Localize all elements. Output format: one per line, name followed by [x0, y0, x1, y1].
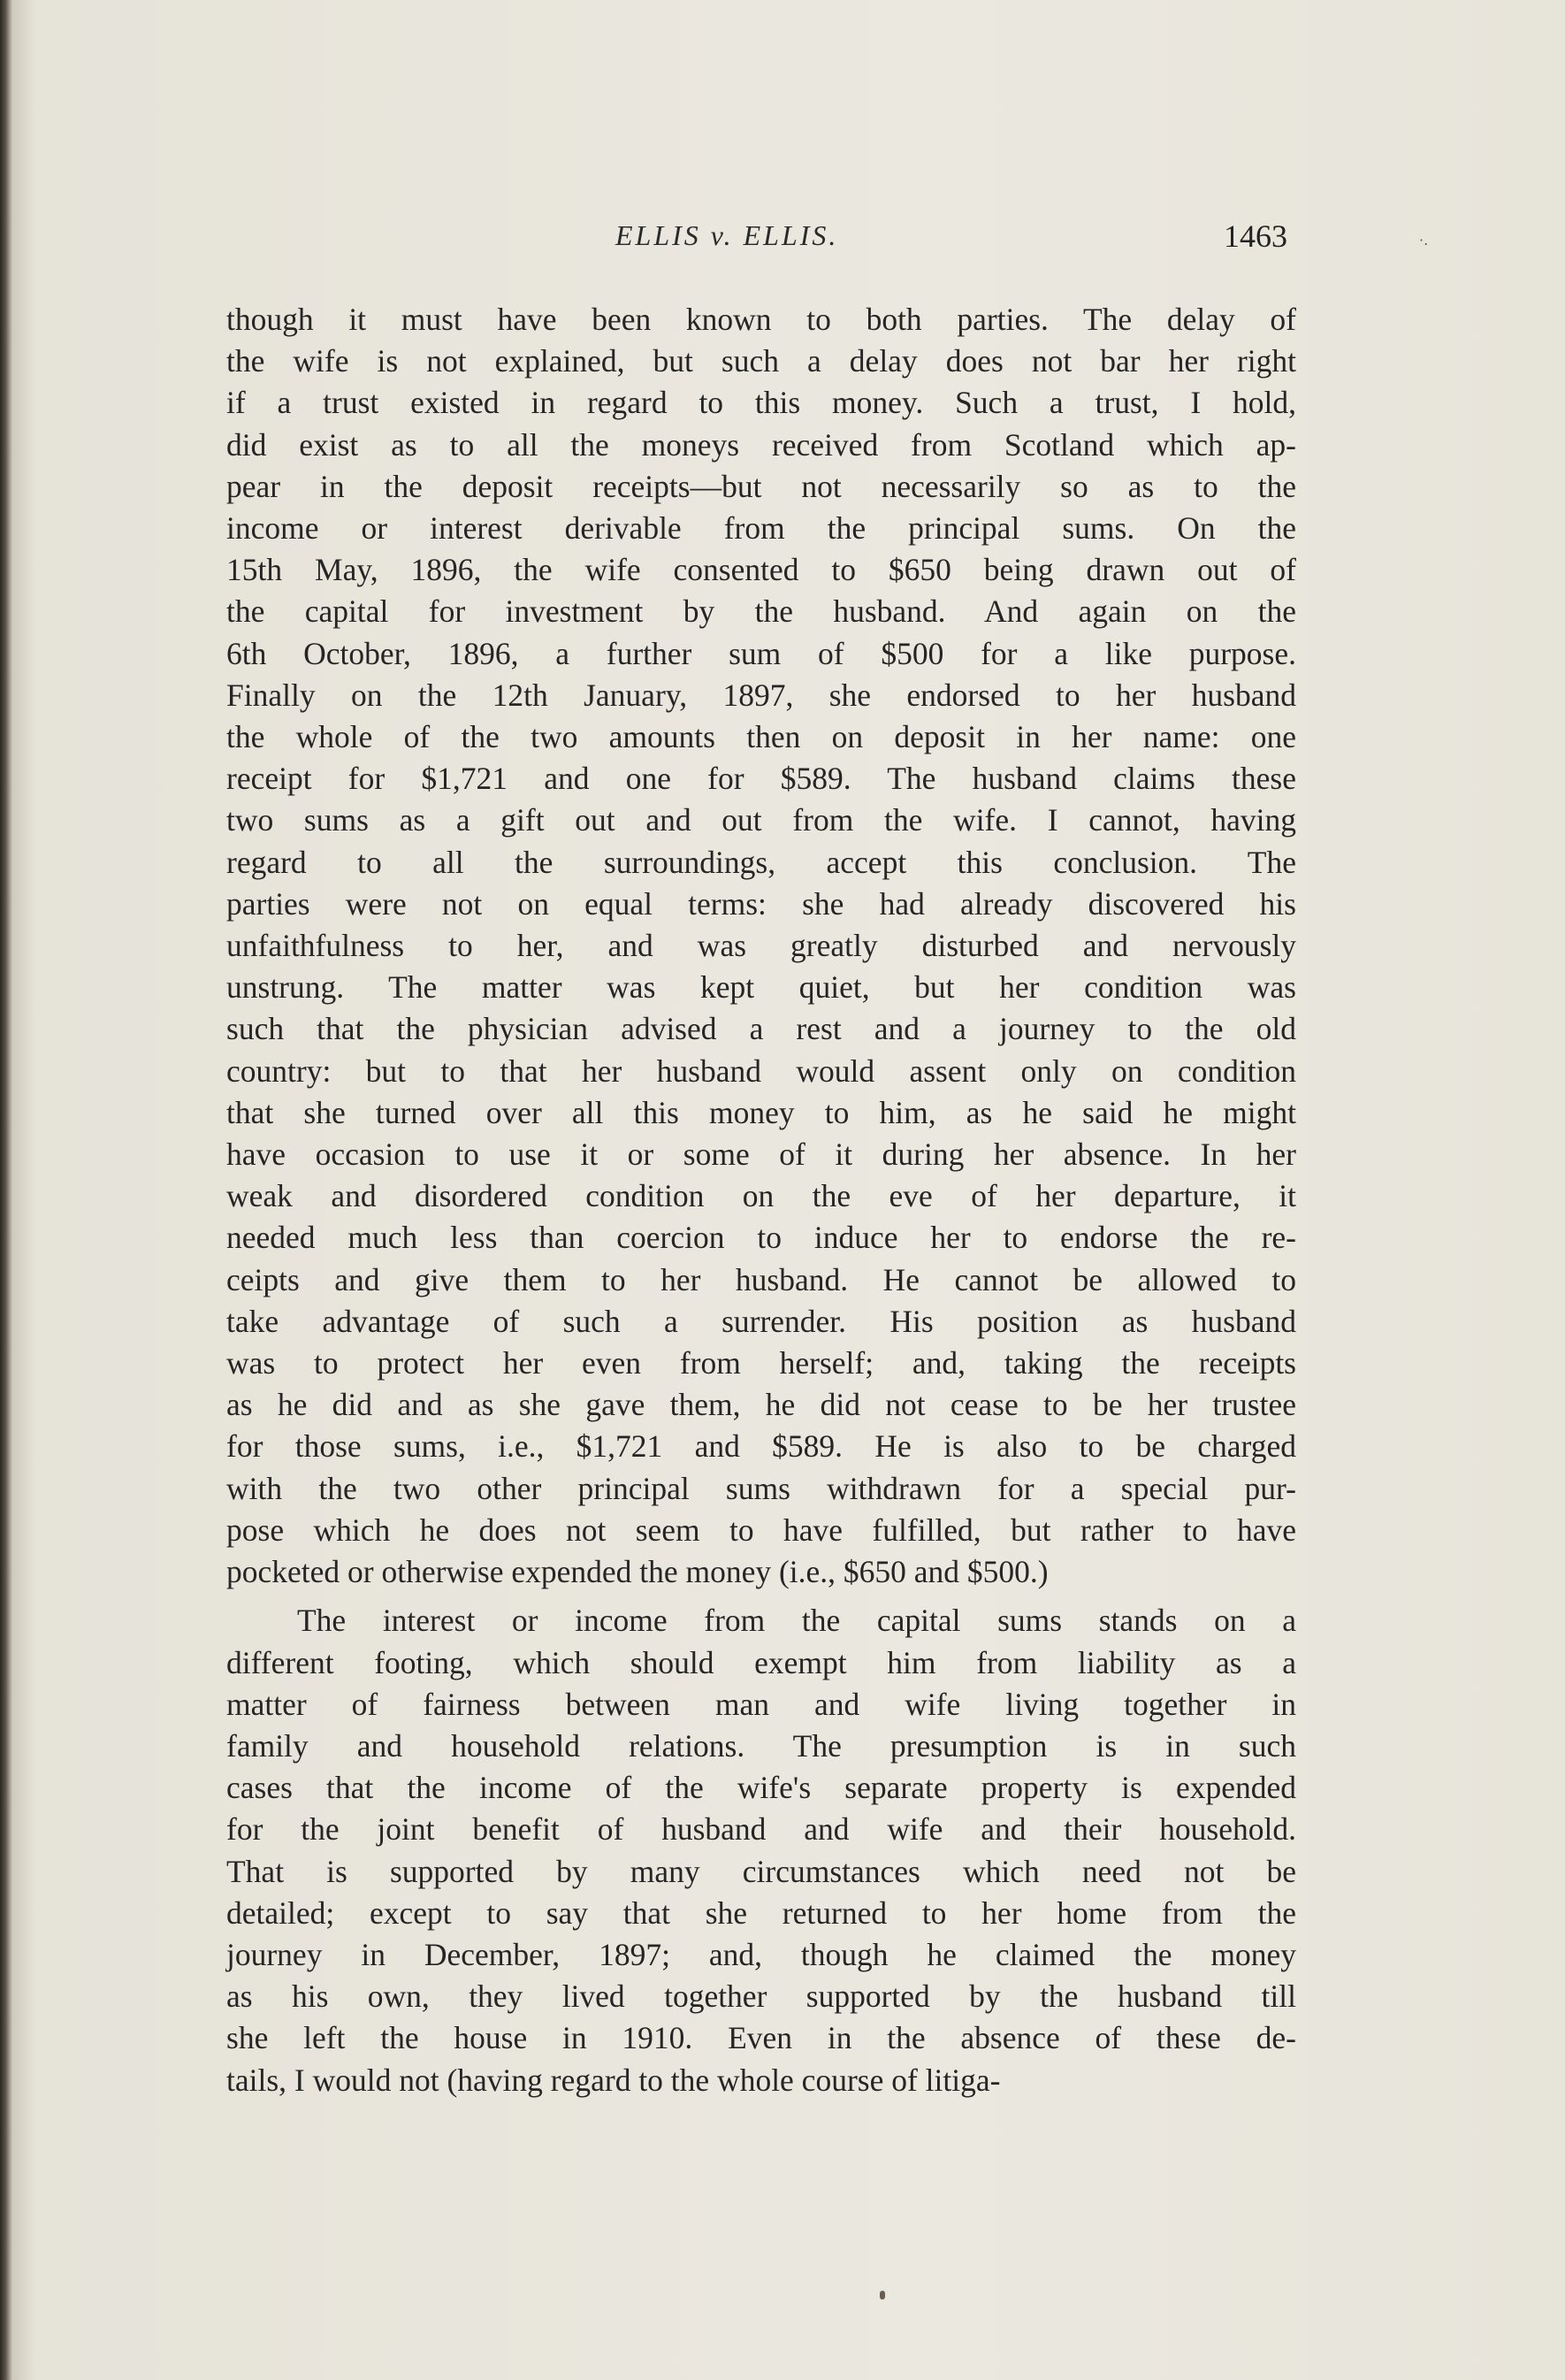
text-line: the whole of the two amounts then on deposit in her name: one	[226, 719, 1296, 755]
text-line: have occasion to use it or some of it during her absence. In her	[226, 1136, 1296, 1173]
text-line: needed much less than coercion to induce her to endorse the re-	[226, 1220, 1296, 1256]
text-line: though it must have been known to both parties. The delay of	[226, 302, 1296, 337]
text-line: pear in the deposit receipts—but not necessarily so as to the	[226, 468, 1296, 504]
text-line: Finally on the 12th January, 1897, she endorsed to her husband	[226, 677, 1296, 713]
text-line: that she turned over all this money to him, as he said he might	[226, 1094, 1296, 1130]
paragraph-1	[226, 299, 1296, 1593]
text-line: the capital for investment by the husband. And again on the	[226, 593, 1296, 630]
page-header	[226, 219, 1296, 255]
text-line: country: but to that her husband would assent only on condition	[226, 1052, 1296, 1089]
body-text	[226, 299, 1296, 2101]
text-line: with the two other principal sums withdrawn for a special pur-	[226, 1470, 1296, 1506]
text-line: as his own, they lived together supported by the husband till	[226, 1978, 1296, 2015]
text-line: ceipts and give them to her husband. He cannot be allowed to	[226, 1261, 1296, 1297]
text-line: as he did and as she gave them, he did not cease to be her trustee	[226, 1387, 1296, 1423]
text-line: detailed; except to say that she returned to her home from the	[226, 1894, 1296, 1931]
text-line: weak and disordered condition on the eve of her departure, it	[226, 1178, 1296, 1214]
text-line: different footing, which should exempt him from liability as a	[226, 1644, 1296, 1680]
text-line: pose which he does not seem to have fulfilled, but rather to have	[226, 1511, 1296, 1548]
text-line: take advantage of such a surrender. His position as husband	[226, 1303, 1296, 1339]
text-line: The interest or income from the capital sums stands on a	[297, 1603, 1296, 1639]
running-title: ELLIS v. ELLIS.	[615, 219, 839, 251]
text-line: the wife is not explained, but such a delay does not bar her right	[226, 343, 1296, 379]
text-line: for those sums, i.e., $1,721 and $589. He is also to be charged	[226, 1428, 1296, 1465]
text-line: two sums as a gift out and out from the wife. I cannot, having	[226, 802, 1296, 838]
text-line: pocketed or otherwise expended the money (i.e., $650 and $500.)	[226, 1554, 1049, 1590]
text-line: parties were not on equal terms: she had already discovered his	[226, 885, 1296, 922]
text-line: she left the house in 1910. Even in the absence of these de-	[226, 2020, 1296, 2056]
smudge-mark: ·.	[1419, 232, 1429, 249]
page-number: 1463	[1224, 218, 1287, 254]
text-line: unfaithfulness to her, and was greatly disturbed and nervously	[226, 928, 1296, 964]
text-line: 6th October, 1896, a further sum of $500 for a like purpose.	[226, 635, 1296, 671]
text-line: cases that the income of the wife's separate property is expended	[226, 1770, 1296, 1806]
text-line: did exist as to all the moneys received from Scotland which ap-	[226, 426, 1296, 463]
text-line: income or interest derivable from the principal sums. On the	[226, 510, 1296, 547]
text-line: journey in December, 1897; and, though he claimed the money	[226, 1936, 1296, 1972]
text-line: unstrung. The matter was kept quiet, but her condition was	[226, 969, 1296, 1006]
text-line: receipt for $1,721 and one for $589. The husband claims these	[226, 761, 1296, 797]
text-line: That is supported by many circumstances which need not be	[226, 1853, 1296, 1889]
text-line: matter of fairness between man and wife living together in	[226, 1686, 1296, 1722]
text-line: was to protect her even from herself; and, taking the receipts	[226, 1345, 1296, 1381]
text-line: for the joint benefit of husband and wife and their household.	[226, 1811, 1296, 1848]
text-line: such that the physician advised a rest and a journey to the old	[226, 1011, 1296, 1047]
paragraph-2	[226, 1600, 1296, 2101]
ink-mark	[880, 2291, 885, 2300]
text-line: family and household relations. The presumption is in such	[226, 1727, 1296, 1764]
text-line: 15th May, 1896, the wife consented to $650 being drawn out of	[226, 552, 1296, 588]
text-line: tails, I would not (having regard to the whole course of litiga-	[226, 2062, 1001, 2098]
text-line: if a trust existed in regard to this money. Such a trust, I hold,	[226, 385, 1296, 421]
text-line: regard to all the surroundings, accept this conclusion. The	[226, 844, 1296, 880]
